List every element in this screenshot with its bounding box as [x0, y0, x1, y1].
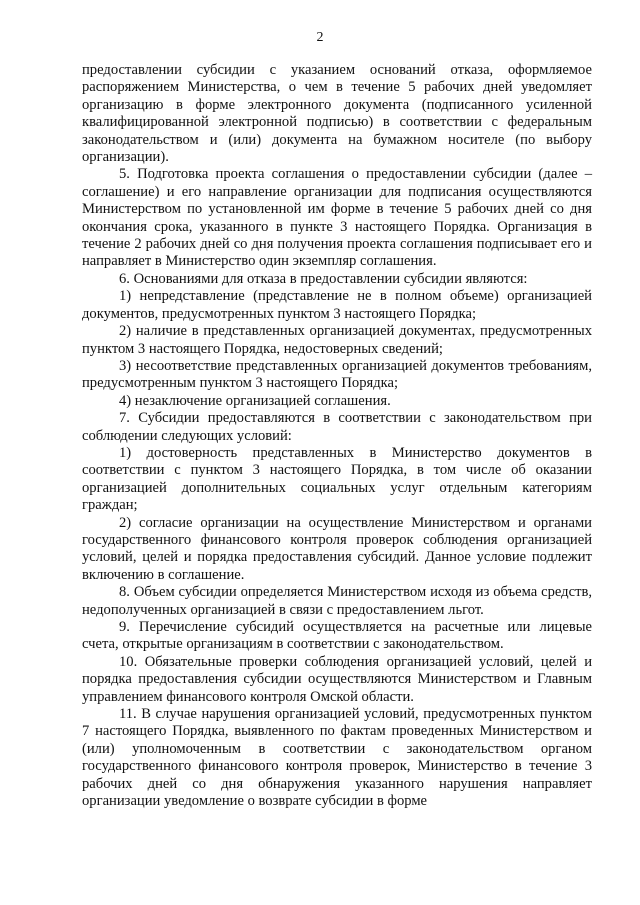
paragraph-item-8: 8. Объем субсидии определяется Министерством исходя из объема средств, недополученных организацией в связи с предоставлением льгот.: [82, 584, 592, 618]
paragraph-item-6-2: 2) наличие в представленных организацией документах, предусмотренных пунктом 3 настоящего Порядка, недостоверных сведений;: [82, 323, 592, 357]
paragraph-item-7-2: 2) согласие организации на осуществление Министерством и органами государственного финансового контроля проверок соблюдения организацией условий, целей и порядка предоставления субсидий. Данное условие подлежит включению в соглашение.: [82, 514, 592, 583]
paragraph-continuation: предоставлении субсидии с указанием оснований отказа, оформляемое распоряжением Министерства, о чем в течение 5 рабочих дней уведомляет организацию в форме электронного документа (подписанного усиленной квалифицированной электронной подписью) в соответствии с федеральным законодательством и (или) документа на бумажном носителе (по выбору организации).: [82, 62, 592, 166]
paragraph-item-5: 5. Подготовка проекта соглашения о предоставлении субсидии (далее – соглашение) и его направление организации для подписания осуществляются Министерством по установленной им форме в течение 5 рабочих дней со дня окончания срока, указанного в пункте 3 настоящего Порядка. Организация в течение 2 рабочих дней со дня получения проекта соглашения подписывает его и направляет в Министерство один экземпляр соглашения.: [82, 166, 592, 270]
page-number: 2: [316, 30, 324, 45]
paragraph-item-9: 9. Перечисление субсидий осуществляется на расчетные или лицевые счета, открытые организациям в соответствии с законодательством.: [82, 619, 592, 653]
paragraph-item-6-1: 1) непредставление (представление не в полном объеме) организацией документов, предусмотренных пунктом 3 настоящего Порядка;: [82, 288, 592, 322]
paragraph-item-6: 6. Основаниями для отказа в предоставлении субсидии являются:: [119, 270, 528, 287]
document-body: [82, 62, 592, 810]
paragraph-item-6-4: 4) незаключение организацией соглашения.: [119, 392, 391, 409]
paragraph-item-11: 11. В случае нарушения организацией условий, предусмотренных пунктом 7 настоящего Порядка, выявленного по фактам проведенных Министерством и (или) уполномоченным в соответствии с законодательством органом государственного финансового контроля проверок, Министерство в течение 3 рабочих дней со дня обнаружения указанного нарушения направляет организации уведомление о возврате субсидии в форме: [82, 706, 592, 810]
paragraph-item-7: 7. Субсидии предоставляются в соответствии с законодательством при соблюдении следующих условий:: [82, 410, 592, 444]
paragraph-item-6-3: 3) несоответствие представленных организацией документов требованиям, предусмотренным пунктом 3 настоящего Порядка;: [82, 357, 592, 392]
paragraph-item-10: 10. Обязательные проверки соблюдения организацией условий, целей и порядка предоставления субсидии осуществляются Министерством и Главным управлением финансового контроля Омской области.: [82, 653, 592, 705]
paragraph-item-7-1: 1) достоверность представленных в Министерство документов в соответствии с пунктом 3 настоящего Порядка, в том числе об оказании организацией дополнительных социальных услуг отдельным категориям граждан;: [82, 444, 592, 514]
